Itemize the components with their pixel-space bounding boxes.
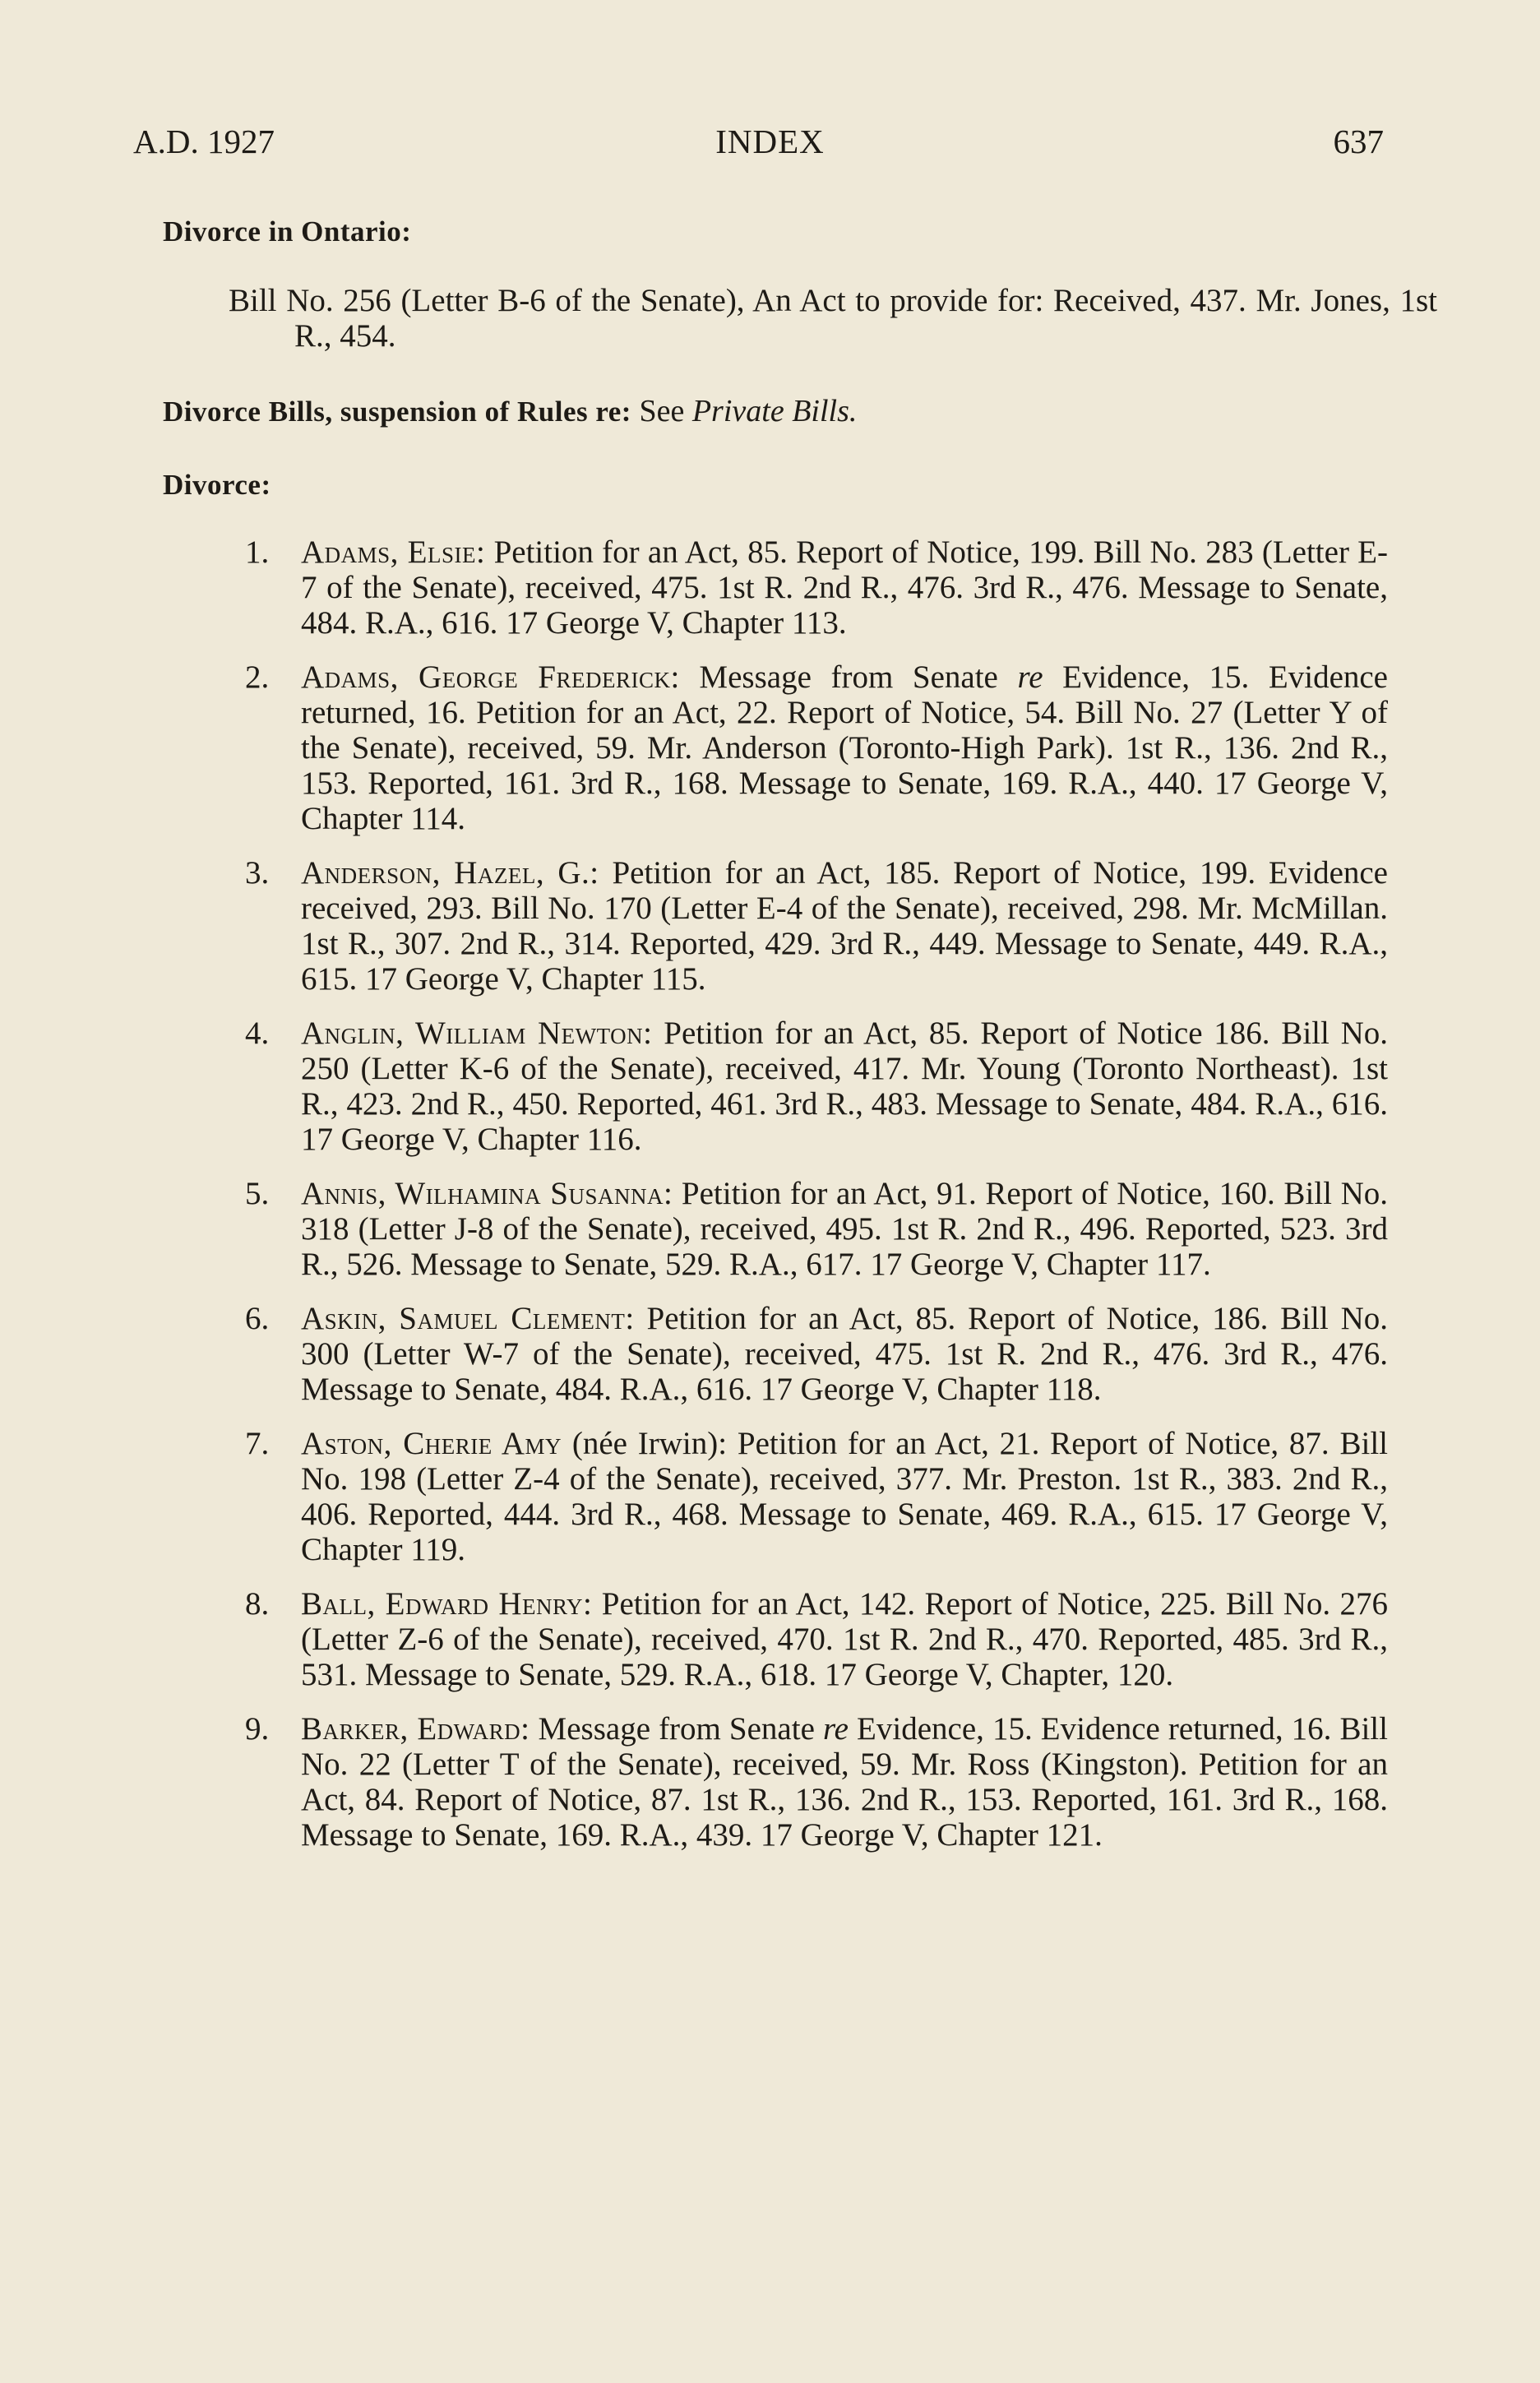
entry-text: Petition for an Act, 85. Report of Notice, 199. Bill No. 283 (Letter E-7 of the Senate), received, 475. 1st R. 2nd R., 476. 3rd R., 476. Message to Senate, 484. R.A., 616. 17 George V, Chapter 113.: [301, 534, 1388, 641]
ontario-bill-text: Bill No. 256 (Letter B-6 of the Senate), An Act to provide for: Received, 437. Mr. Jones, 1st R., 454.: [229, 283, 1437, 354]
entry-text: Petition for an Act, 85. Report of Notice, 186. Bill No. 300 (Letter W-7 of the Senate), received, 475. 1st R. 2nd R., 476. 3rd R., 476. Message to Senate, 484. R.A., 616. 17 George V, Chapter 118.: [301, 1301, 1388, 1407]
entry-name: Barker, Edward:: [301, 1711, 530, 1747]
entry-text-pre: Message from Senate: [679, 659, 1018, 695]
entry-number: 6.: [245, 1301, 270, 1336]
entry-text: (née Irwin): Petition for an Act, 21. Report of Notice, 87. Bill No. 198 (Letter Z-4 of the Senate), received, 377. Mr. Preston. 1st R., 383. 2nd R., 406. Reported, 444. 3rd R., 468. Message to Senate, 469. R.A., 615. 17 George V, Chapter 119.: [301, 1426, 1389, 1567]
index-content: [163, 215, 1437, 1872]
list-item: [163, 534, 1388, 641]
entry-re: re: [1017, 659, 1043, 695]
list-item: [163, 1586, 1388, 1692]
entry-name: Anglin, William Newton:: [301, 1016, 653, 1051]
entry-text: Petition for an Act, 91. Report of Notice, 160. Bill No. 318 (Letter J-8 of the Senate), received, 495. 1st R. 2nd R., 496. Reported, 523. 3rd R., 526. Message to Senate, 529. R.A., 617. 17 George V, Chapter 117.: [301, 1176, 1388, 1282]
divorce-entries: [163, 534, 1388, 1853]
entry-text: Evidence, 15. Evidence returned, 16. Bill No. 22 (Letter T of the Senate), received, 59. Mr. Ross (Kingston). Petition for an Act, 84. Report of Notice, 87. 1st R., 136. 2nd R., 153. Reported, 161. 3rd R., 168. Message to Senate, 169. R.A., 439. 17 George V, Chapter 121.: [301, 1711, 1388, 1853]
entry-name: Annis, Wilhamina Susanna:: [301, 1176, 673, 1211]
see-reference: Private Bills.: [691, 394, 858, 428]
list-item: [163, 1426, 1388, 1567]
header-year: A.D. 1927: [133, 123, 275, 160]
entry-text-pre: Message from Senate: [530, 1711, 823, 1747]
running-head: [0, 122, 1540, 171]
list-item: [163, 1176, 1388, 1282]
entry-re: re: [822, 1711, 849, 1747]
list-item: [163, 1301, 1388, 1407]
entry-text: Petition for an Act, 85. Report of Notice 186. Bill No. 250 (Letter K-6 of the Senate), received, 417. Mr. Young (Toronto Northeast). 1st R., 423. 2nd R., 450. Reported, 461. 3rd R., 483. Message to Senate, 484. R.A., 616. 17 George V, Chapter 116.: [301, 1016, 1389, 1157]
heading-suspension-line: [163, 393, 1388, 429]
entry-name: Aston, Cherie Amy: [301, 1426, 562, 1461]
entry-name: Ball, Edward Henry:: [301, 1586, 593, 1622]
list-item: [163, 855, 1388, 997]
heading-suspension: Divorce Bills, suspension of Rules re:: [163, 396, 631, 428]
entry-number: 1.: [245, 534, 270, 570]
entry-text: Evidence, 15. Evidence returned, 16. Petition for an Act, 22. Report of Notice, 54. Bill No. 27 (Letter Y of the Senate), received, 59. Mr. Anderson (Toronto-High Park). 1st R., 136. 2nd R., 153. Reported, 161. 3rd R., 168. Message to Senate, 169. R.A., 440. 17 George V, Chapter 114.: [301, 659, 1388, 836]
entry-number: 4.: [245, 1016, 270, 1051]
entry-number: 3.: [245, 855, 270, 891]
page-number: 637: [1333, 123, 1384, 160]
entry-number: 7.: [245, 1426, 270, 1461]
entry-number: 9.: [245, 1711, 270, 1747]
entry-number: 8.: [245, 1586, 270, 1622]
entry-name: Anderson, Hazel, G.:: [301, 855, 599, 891]
heading-divorce: Divorce:: [163, 469, 271, 501]
entry-name: Adams, George Frederick:: [301, 659, 680, 695]
header-title: INDEX: [715, 123, 825, 160]
list-item: [163, 1711, 1388, 1853]
entry-number: 2.: [245, 659, 270, 695]
list-item: [163, 1016, 1388, 1157]
entry-name: Askin, Samuel Clement:: [301, 1301, 635, 1336]
entry-number: 5.: [245, 1176, 270, 1211]
list-item: [163, 659, 1388, 836]
entry-name: Adams, Elsie:: [301, 534, 486, 570]
entry-text: Petition for an Act, 185. Report of Notice, 199. Evidence received, 293. Bill No. 170 (Letter E-4 of the Senate), received, 298. Mr. McMillan. 1st R., 307. 2nd R., 314. Reported, 429. 3rd R., 449. Message to Senate, 449. R.A., 615. 17 George V, Chapter 115.: [301, 855, 1388, 997]
see-label: See: [639, 394, 685, 428]
entry-text: Petition for an Act, 142. Report of Notice, 225. Bill No. 276 (Letter Z-6 of the Senate), received, 470. 1st R. 2nd R., 470. Reported, 485. 3rd R., 531. Message to Senate, 529. R.A., 618. 17 George V, Chapter, 120.: [301, 1586, 1389, 1692]
heading-divorce-in-ontario: Divorce in Ontario:: [163, 215, 412, 248]
